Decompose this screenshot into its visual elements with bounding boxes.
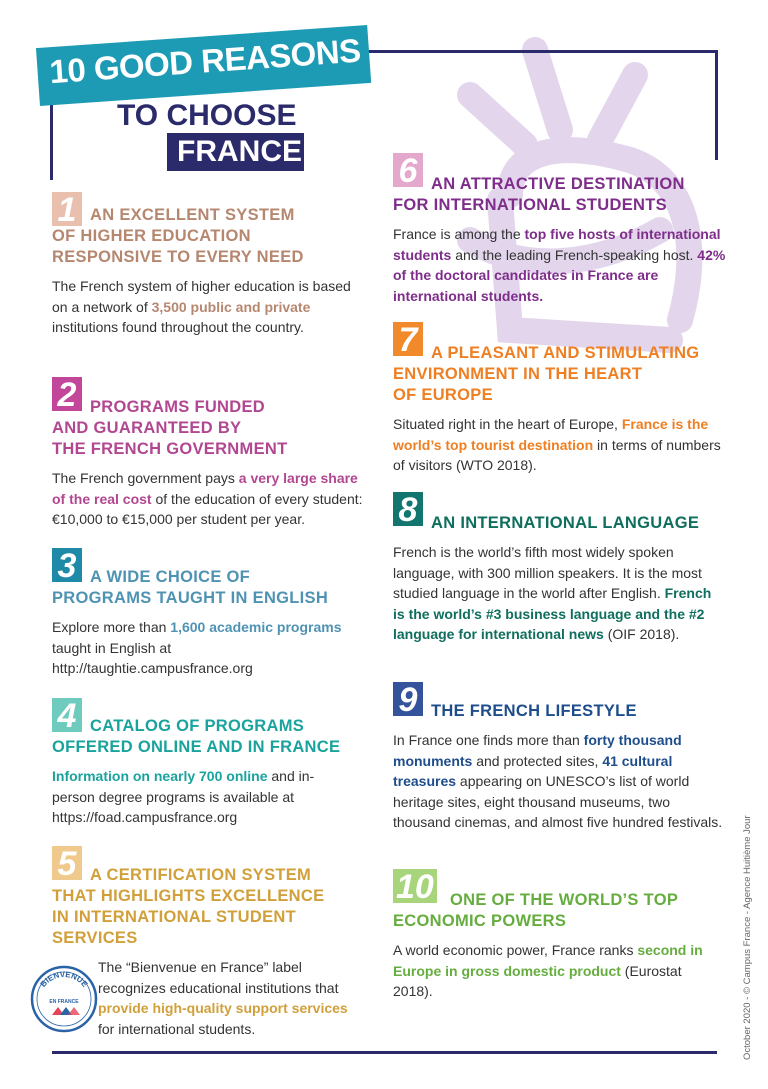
reason-8 (393, 492, 723, 645)
title-line1: 10 GOOD REASONS (48, 31, 362, 91)
reason-body: A world economic power, France ranks second in Europe in gross domestic product (Eurostat 2018). (393, 942, 703, 999)
reason-number: 4 (52, 698, 82, 732)
reason-body: In France one finds more than forty thousand monuments and protected sites, 41 cultural treasures appearing on UNESCO’s list of world heritage sites, eight thousand museums, two thousand cinemas, and almost five hundred festivals. (393, 732, 723, 830)
reason-heading: A PLEASANT AND STIMULATING ENVIRONMENT IN THE HEART OF EUROPE (393, 344, 700, 404)
reason-number: 5 (52, 846, 82, 880)
frame-bottom-line (52, 1051, 717, 1054)
title-banner-line3 (167, 133, 304, 171)
reason-2 (52, 377, 364, 530)
reason-number: 1 (52, 192, 82, 226)
title-line2: TO CHOOSE (117, 99, 297, 132)
reason-number: 7 (393, 322, 423, 356)
reason-number: 6 (393, 153, 423, 187)
reason-number: 2 (52, 377, 82, 411)
reason-body: The French government pays a very large share of the real cost of the education of every student: €10,000 to €15,000 per student per year. (52, 470, 363, 527)
badge-text-top: BIENVENUE (38, 969, 90, 989)
reason-6 (393, 153, 733, 306)
reason-heading: A WIDE CHOICE OF PROGRAMS TAUGHT IN ENGLISH (52, 568, 329, 607)
reason-body: The “Bienvenue en France” label recognizes educational institutions that provide high-quality support services for international students. (98, 959, 348, 1037)
reason-10 (393, 869, 723, 1002)
reason-heading: CATALOG OF PROGRAMS OFFERED ONLINE AND IN FRANCE (52, 717, 341, 756)
credit-vertical-text: October 2020 - © Campus France - Agence Huitième Jour (742, 815, 753, 1060)
reason-body: Explore more than 1,600 academic programs taught in English at http://taughtie.campusfrance.org (52, 619, 342, 676)
reason-body: France is among the top five hosts of international students and the leading French-speaking host. 42% of the doctoral candidates in France are international students. (393, 226, 726, 304)
reason-heading: AN INTERNATIONAL LANGUAGE (431, 514, 700, 532)
title-banner-line1 (36, 25, 371, 106)
reason-3 (52, 548, 352, 679)
reason-heading: PROGRAMS FUNDED AND GUARANTEED BY THE FRENCH GOVERNMENT (52, 398, 288, 458)
reason-body: The French system of higher education is based on a network of 3,500 public and private institutions found throughout the country. (52, 278, 351, 335)
reason-body: Information on nearly 700 online and in-person degree programs is available at https://foad.campusfrance.org (52, 768, 315, 825)
title-line3: FRANCE (177, 135, 302, 168)
reason-1 (52, 192, 352, 338)
reason-body: Situated right in the heart of Europe, France is the world’s top tourist destination in terms of numbers of visitors (WTO 2018). (393, 416, 721, 473)
badge-text-bottom: EN FRANCE (49, 999, 79, 1005)
reason-heading: A CERTIFICATION SYSTEM THAT HIGHLIGHTS EXCELLENCE IN INTERNATIONAL STUDENT SERVICES (52, 866, 325, 947)
reason-number: 3 (52, 548, 82, 582)
reason-number: 9 (393, 682, 423, 716)
reason-body: French is the world’s fifth most widely spoken language, with 300 million speakers. It is the most studied language in the world after English. French is the world’s #3 business language and the #2 language for international news (OIF 2018). (393, 544, 712, 642)
frame-right-line (715, 50, 718, 160)
reason-9 (393, 682, 723, 833)
bienvenue-en-france-badge (30, 965, 98, 1033)
reason-heading: AN ATTRACTIVE DESTINATION FOR INTERNATIONAL STUDENTS (393, 175, 685, 214)
reason-number: 8 (393, 492, 423, 526)
reason-heading: THE FRENCH LIFESTYLE (431, 702, 637, 720)
reason-number: 10 (393, 869, 437, 903)
reason-4 (52, 698, 352, 828)
reason-heading: AN EXCELLENT SYSTEM OF HIGHER EDUCATION RESPONSIVE TO EVERY NEED (52, 206, 304, 266)
reason-7 (393, 322, 723, 476)
reason-heading: ONE OF THE WORLD’S TOP ECONOMIC POWERS (393, 891, 679, 930)
